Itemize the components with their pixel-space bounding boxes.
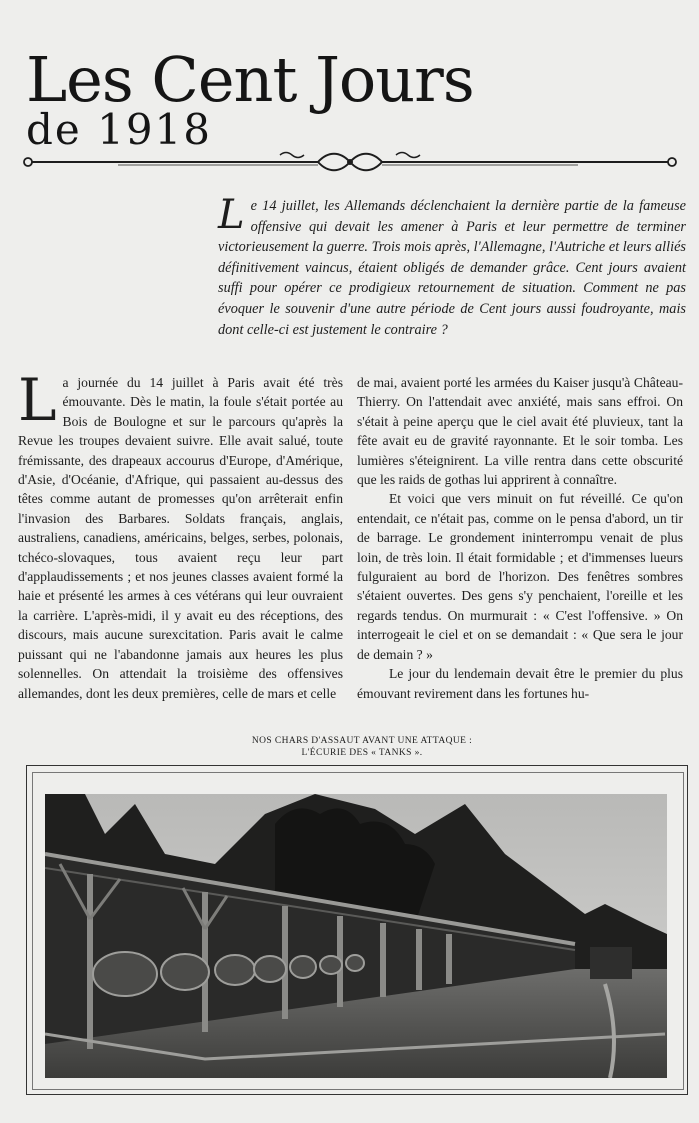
article-title (26, 43, 474, 155)
intro-text: e 14 juillet, les Allemands déclenchaient la dernière partie de la fameuse offensive qui devait les amener à Paris et leur permettre de terminer victorieusement la guerre. Trois mois après, l'Allemagne, l'Autriche et leurs alliés définitivement vaincus, étaient obligés de demander grâce. Cent jours avaient suffi pour opérer ce prodigieux retournement de situation. Comment ne pas évoquer le souvenir d'une autre période de Cent jours aussi foudroyante, mais dont celle-ci est justement le contraire ? (218, 198, 686, 338)
ornament-divider (18, 149, 682, 175)
article-paragraph: Le jour du lendemain devait être le premier du plus émouvant revirement dans les fortunes hu- (357, 666, 683, 701)
article-col1-text: a journée du 14 juillet à Paris avait été très émouvante. Dès le matin, la foule s'était portée au Bois de Boulogne et sur le parcours qu'après la Revue les troupes devaient suivre. Elle avait salué, toute frémissante, des drapeaux accourus d'Europe, d'Amérique, d'Asie, d'Océanie, d'Afrique, qui passaient au-dessus des têtes comme autant de promesses qu'on arrêterait enfin l'invasion des Barbares. Soldats français, anglais, australiens, canadiens, américains, belges, serbes, polonais, tchéco-slovaques, tous avaient reçu leur part d'applaudissements ; et nos jeunes classes avaient formé la haie et présenté les armes à ces vétérans qui leur ouvraient la carrière. L'après-midi, il y avait eu des réceptions, des discours, mais aucune surexcitation. Paris avait le calme puissant qui ne l'abandonne jamais aux heures les plus solennelles. On attendait la troisième des offensives allemandes, dont les deux premières, celle de mars et celle (18, 375, 343, 701)
photo-caption: NOS CHARS D'ASSAUT AVANT UNE ATTAQUE : L'ÉCURIE DES « TANKS ». (251, 736, 473, 758)
photo-tanks-shelter (45, 794, 667, 1078)
title-line-2: de 1918 (26, 105, 212, 155)
article-paragraph (18, 366, 343, 703)
intro-drop-cap: L (218, 192, 245, 238)
title-line-1: Les Cent Jours (26, 43, 474, 117)
article-column-right (357, 373, 683, 703)
article-drop-cap: L (18, 366, 57, 434)
article-paragraph: de mai, avaient porté les armées du Kaiser jusqu'à Château-Thierry. On l'attendait avec anxiété, mais sans effroi. On s'était à peine aperçu que le ciel avait été pluvieux, tant la fête avait eu de gravité rayonnante. Et le soir tomba. Les lumières s'éteignirent. La ville rentra dans cette obscurité que les raids de gothas lui apprirent à connaître. (357, 375, 683, 488)
article-paragraph: Et voici que vers minuit on fut réveillé. Ce qu'on entendait, ce n'était pas, comme on le pensa d'abord, un tir de barrage. Le grondement ininterrompu venait de plus loin, de très loin. Il était formidable ; et d'immenses lueurs fulguraient au bord de l'horizon. Des fenêtres sombres s'étaient ouvertes. Des gens s'y penchaient, l'oreille et les regards tendus. On murmurait : « C'est l'offensive. » On interrogeait le ciel et on se demandait : « Que sera le jour de demain ? » (357, 491, 683, 662)
intro-paragraph (218, 192, 686, 340)
article-column-left (18, 366, 343, 703)
